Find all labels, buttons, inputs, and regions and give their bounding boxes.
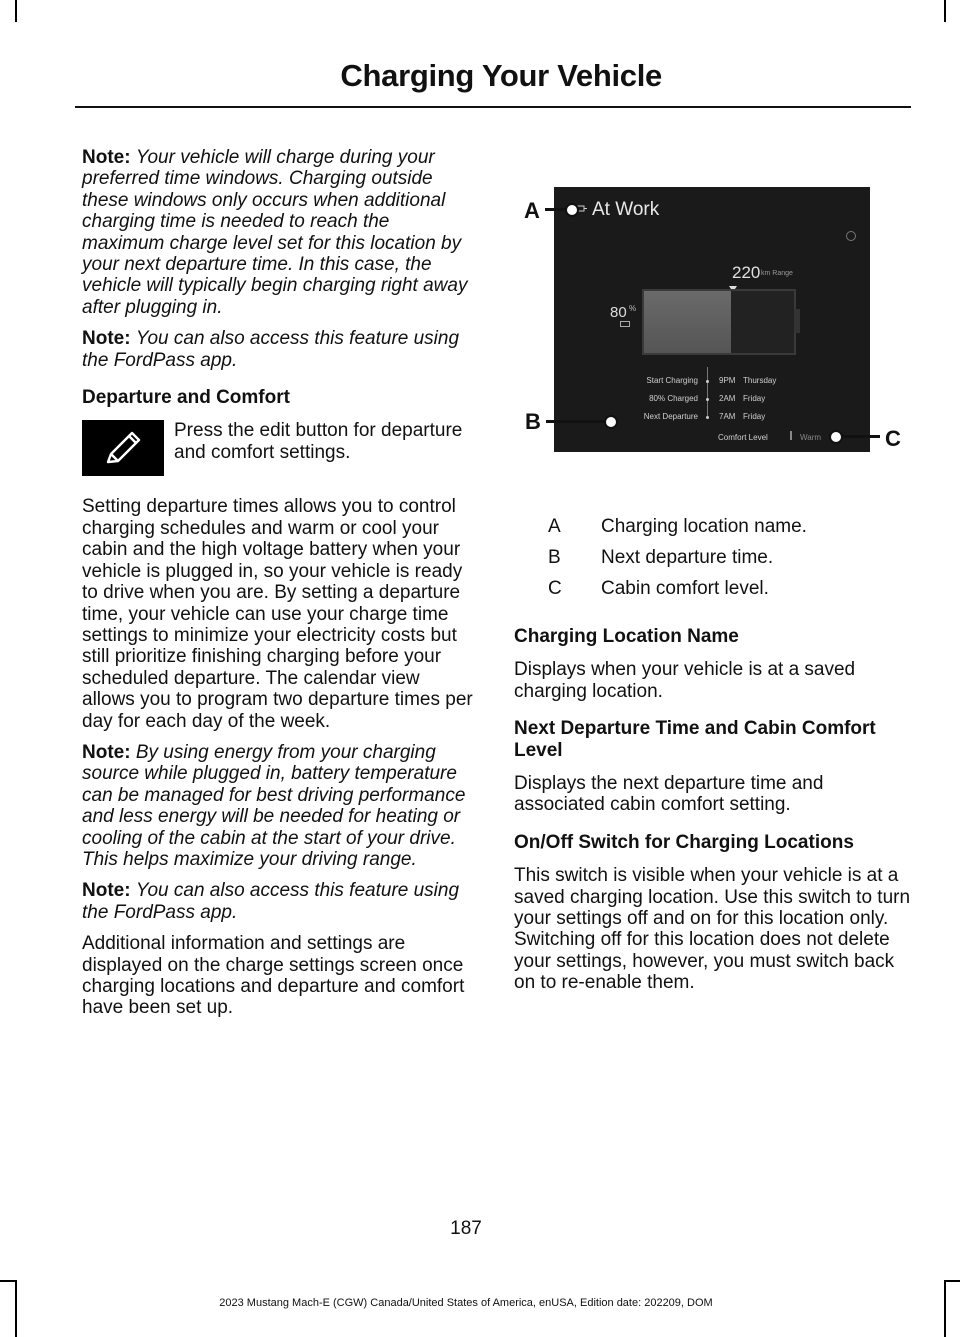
schedule-label: Next Departure	[643, 412, 698, 421]
left-column	[82, 147, 474, 1029]
note-label: Note:	[82, 147, 131, 168]
right-column	[514, 626, 914, 1004]
schedule-dot	[706, 380, 709, 383]
schedule-day: Friday	[743, 394, 766, 403]
pencil-edit-icon	[82, 420, 164, 476]
legend-key: B	[548, 547, 561, 568]
legend-key: A	[548, 516, 561, 537]
paragraph-additional-info: Additional information and settings are displayed on the charge settings screen once charging locations and departure and comfort have been set up.	[82, 933, 465, 1019]
crop-mark-top-right	[944, 0, 946, 22]
range-unit: km Range	[761, 270, 793, 277]
range-value: 220	[732, 263, 761, 282]
schedule-time: 7AM	[719, 412, 736, 421]
note-text: You can also access this feature using the FordPass app.	[82, 328, 460, 371]
schedule-time: 9PM	[719, 376, 736, 385]
footer-edition: 2023 Mustang Mach-E (CGW) Canada/United States of America, enUSA, Edition date: 202209, DOM	[219, 1297, 713, 1309]
callout-letter-c: C	[885, 426, 901, 451]
legend-text: Cabin comfort level.	[601, 578, 769, 599]
page-title: Charging Your Vehicle	[340, 58, 662, 93]
callout-letter-b: B	[525, 409, 541, 434]
crop-mark-top-left	[15, 0, 17, 22]
comfort-level-value: Warm	[800, 433, 822, 442]
crop-mark-bottom-right-h	[944, 1280, 960, 1282]
callout-dot-c	[829, 430, 843, 444]
callout-dot-b	[604, 415, 618, 429]
thermometer-icon	[790, 431, 792, 440]
callout-dot-a	[565, 203, 579, 217]
heading-next-departure: Next Departure Time and Cabin Comfort Level	[514, 718, 876, 761]
schedule-label: Start Charging	[646, 376, 698, 385]
paragraph-next-departure: Displays the next departure time and associated cabin comfort setting.	[514, 773, 824, 816]
charge-settings-screen-figure	[554, 187, 870, 452]
page-number: 187	[450, 1218, 482, 1239]
schedule-time: 2AM	[719, 394, 736, 403]
edit-button-description: Press the edit button for departure and comfort settings.	[174, 420, 463, 463]
schedule-day: Thursday	[743, 376, 777, 385]
legend-text: Next departure time.	[601, 547, 774, 568]
battery-gauge-tip	[794, 309, 800, 333]
battery-small-icon	[620, 321, 630, 327]
schedule-dot	[706, 416, 709, 419]
note-label: Note:	[82, 328, 131, 350]
schedule-row	[554, 412, 870, 426]
note-text: Your vehicle will charge during your preferred time windows. Charging outside these windows only occurs when additional charging time is needed to reach the maximum charge level set for this location by your next departure time. In this case, the vehicle will typically begin charging right away after plugging in.	[82, 147, 468, 318]
header-divider	[75, 106, 911, 108]
heading-charging-location-name: Charging Location Name	[514, 626, 739, 647]
crop-mark-bottom-left-h	[0, 1280, 17, 1282]
paragraph-on-off-switch: This switch is visible when your vehicle is at a saved charging location. Use this switch to turn your settings off and on for this location only. Switching off for this location does not delete your settings, however, you must switch back on to re-enable them.	[514, 865, 911, 994]
info-icon	[846, 231, 856, 241]
note-label: Note:	[82, 880, 131, 902]
note-battery-temperature	[82, 742, 474, 870]
schedule-row	[554, 376, 870, 390]
schedule-timeline	[707, 367, 708, 417]
legend-text: Charging location name.	[601, 516, 807, 537]
schedule-row	[554, 394, 870, 408]
comfort-level-label: Comfort Level	[718, 433, 768, 442]
schedule-day: Friday	[743, 412, 766, 421]
edit-button-row	[82, 420, 474, 484]
battery-gauge-fill	[644, 291, 731, 353]
schedule-dot	[706, 398, 709, 401]
charging-location-name: At Work	[592, 199, 660, 220]
charge-percent-sign: %	[629, 304, 637, 313]
battery-gauge	[642, 289, 796, 355]
callout-letter-a: A	[524, 198, 540, 223]
schedule-label: 80% Charged	[649, 394, 698, 403]
heading-departure-comfort: Departure and Comfort	[82, 387, 290, 409]
paragraph-charging-location: Displays when your vehicle is at a saved charging location.	[514, 659, 856, 702]
note-preferred-windows	[82, 147, 474, 318]
note-fordpass-1	[82, 328, 474, 371]
note-label: Note:	[82, 741, 131, 763]
note-fordpass-2	[82, 880, 474, 923]
heading-on-off-switch: On/Off Switch for Charging Locations	[514, 831, 854, 853]
legend-key: C	[548, 578, 562, 599]
note-text: You can also access this feature using the FordPass app.	[82, 880, 460, 923]
paragraph-departure-times: Setting departure times allows you to control charging schedules and warm or cool your cabin and the high voltage battery when your vehicle is plugged in, so your vehicle is ready to drive when you are. By setting a departure time, your vehicle can use your charge time settings to minimize your electricity costs but still prioritize finishing charging before your scheduled departure. The calendar view allows you to program two departure times per day for each day of the week.	[82, 496, 473, 732]
callout-line-b	[546, 420, 608, 423]
charge-percent: 80	[610, 304, 627, 321]
note-text: By using energy from your charging source while plugged in, battery temperature can be managed for best driving performance and less energy will be needed for heating or cooling of the cabin at the start of your drive. This helps maximize your driving range.	[82, 741, 466, 870]
